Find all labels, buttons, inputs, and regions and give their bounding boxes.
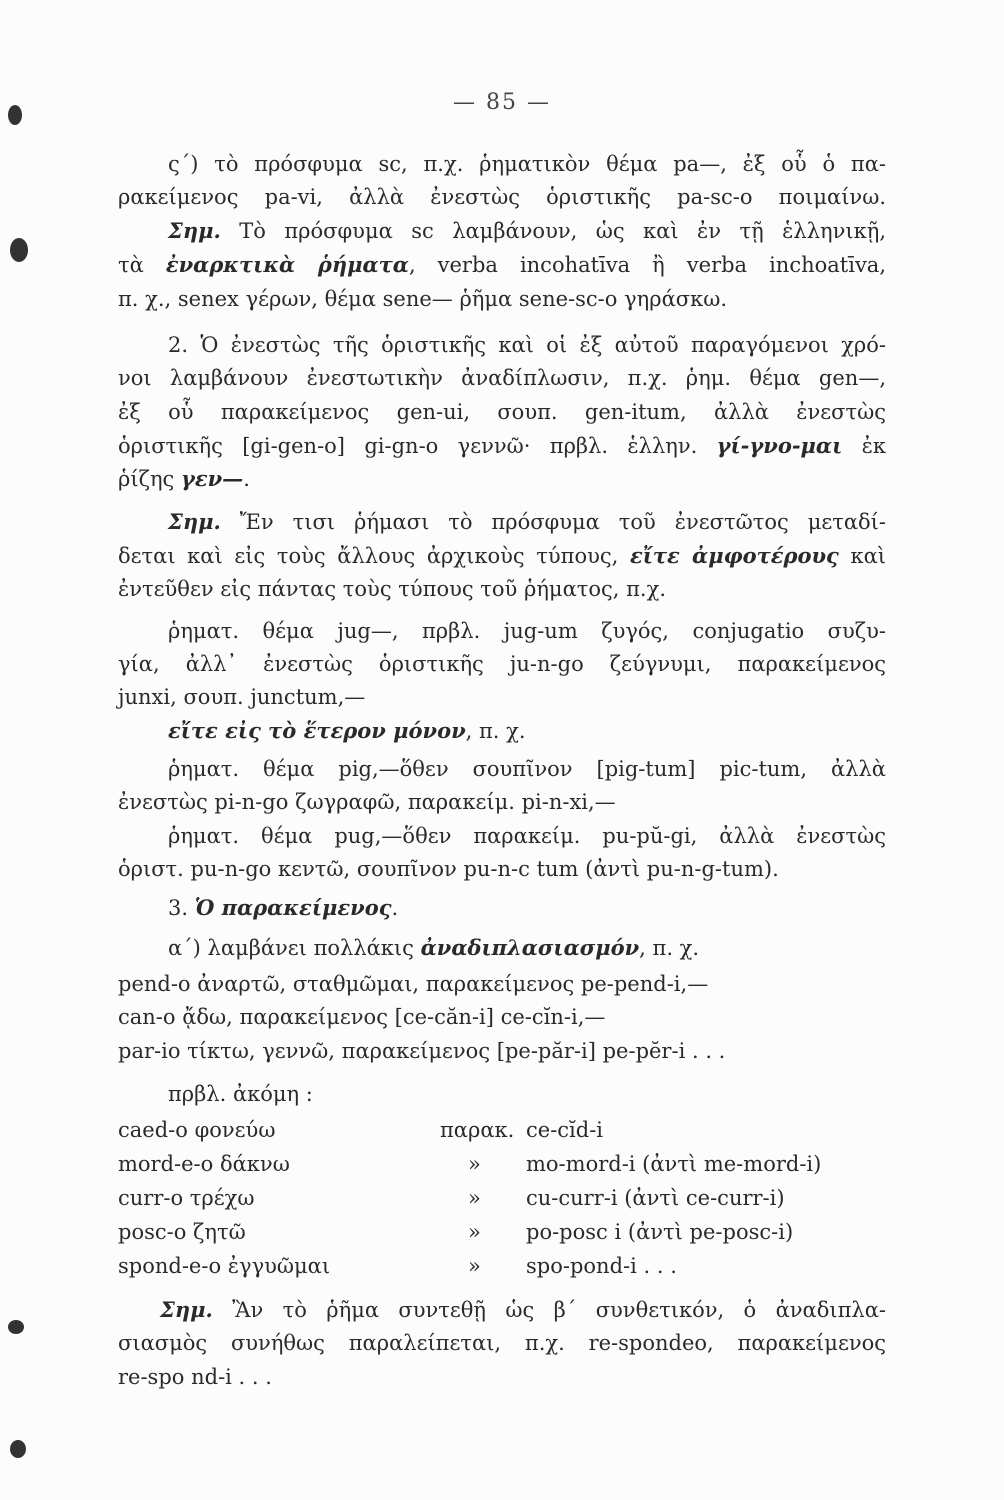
note-heading: Σημ.: [168, 218, 221, 243]
text-line: εἴτε εἰς τὸ ἕτερον μόνον, π. χ.: [168, 718, 526, 743]
text-line: τὰ ἐναρκτικὰ ῥήματα, verba incohatīva ἢ verba inchoatīva,: [118, 252, 886, 277]
text-line: ῥηματ. θέμα pug,—ὅθεν παρακείμ. pu-pŭ-gi, ἀλλὰ ἐνεστὼς: [168, 824, 886, 848]
text-line: Σημ. Ἂν τὸ ῥῆμα συντεθῇ ὡς β΄ συνθετικόν, ὁ ἀναδιπλα-: [160, 1297, 886, 1322]
text-line: par-io τίκτω, γεννῶ, παρακείμενος [pe-păr-i] pe-pĕr-i . . .: [118, 1039, 726, 1063]
table-cell: po-posc i (ἀντὶ pe-posc-i): [526, 1220, 794, 1244]
text-line: pend-o ἀναρτῶ, σταθμῶμαι, παρακείμενος pe-pend-i,—: [118, 972, 709, 996]
table-cell: spo-pond-i . . .: [526, 1254, 677, 1278]
table-cell: cu-curr-i (ἀντὶ ce-curr-i): [526, 1186, 785, 1210]
text-line: ὁριστ. pu-n-go κεντῶ, σουπῖνον pu-n-c tum (ἀντὶ pu-n-g-tum).: [118, 857, 779, 881]
table-cell: caed-o φονεύω: [118, 1118, 276, 1142]
text-line: σιασμὸς συνήθως παραλείπεται, π.χ. re-spondeo, παρακείμενος: [118, 1331, 886, 1355]
table-cell: ce-cĭd-i: [526, 1118, 604, 1142]
text-line: can-o ᾄδω, παρακείμενος [ce-căn-i] ce-cĭn-i,—: [118, 1005, 606, 1029]
table-cell: posc-o ζητῶ: [118, 1220, 246, 1244]
text-line: ρακείμενος pa-vi, ἀλλὰ ἐνεστὼς ὁριστικῆς pa-sc-o ποιμαίνω.: [118, 185, 886, 209]
table-cell: mo-mord-i (ἀντὶ me-mord-i): [526, 1152, 822, 1176]
table-cell: »: [468, 1220, 481, 1244]
page-number: — 85 —: [453, 90, 551, 115]
text-line: ἐντεῦθεν εἰς πάντας τοὺς τύπους τοῦ ῥήματος, π.χ.: [118, 577, 666, 601]
text-line: 2. Ὁ ἐνεστὼς τῆς ὁριστικῆς καὶ οἱ ἐξ αὐτοῦ παραγόμενοι χρό-: [168, 333, 886, 357]
text-line: ὁριστικῆς [gi-gen-o] gi-gn-o γεννῶ· πρβλ. ἑλλην. γί-γνο-μαι ἐκ: [118, 433, 886, 458]
binding-hole-mark: [10, 238, 28, 262]
table-cell: »: [468, 1254, 481, 1278]
text-line: re-spo nd-i . . .: [118, 1365, 272, 1389]
text-line: α΄) λαμβάνει πολλάκις ἀναδιπλασιασμόν, π. χ.: [168, 935, 700, 960]
table-cell: »: [468, 1152, 481, 1176]
binding-hole-mark: [10, 1440, 26, 1458]
text-line: γία, ἀλλ᾽ ἐνεστὼς ὁριστικῆς ju-n-go ζεύγνυμι, παρακείμενος: [118, 652, 886, 676]
text-line: Σημ. Τὸ πρόσφυμα sc λαμβάνουν, ὡς καὶ ἐν τῇ ἑλληνικῇ,: [168, 218, 886, 243]
binding-hole-mark: [8, 1320, 24, 1334]
text-line: νοι λαμβάνουν ἐνεστωτικὴν ἀναδίπλωσιν, π.χ. ῥημ. θέμα gen—,: [118, 366, 886, 390]
table-cell: »: [468, 1186, 481, 1210]
section-heading: 3. Ὁ παρακείμενος.: [168, 895, 399, 920]
text-line: ῥίζης γεν—.: [118, 466, 250, 491]
text-line: ῥηματ. θέμα pig,—ὅθεν σουπῖνον [pig-tum] pic-tum, ἀλλὰ: [168, 757, 886, 781]
table-cell: mord-e-o δάκνω: [118, 1152, 290, 1176]
text-line: ῥηματ. θέμα jug—, πρβλ. jug-um ζυγός, conjugatio συζυ-: [168, 619, 886, 643]
text-line: Σημ. Ἔν τισι ῥήμασι τὸ πρόσφυμα τοῦ ἐνεστῶτος μεταδί-: [168, 509, 886, 534]
table-cell: παρακ.: [440, 1118, 515, 1142]
text-line: ἐξ οὗ παρακείμενος gen-ui, σουπ. gen-itum, ἀλλὰ ἐνεστὼς: [118, 400, 886, 424]
note-heading: Σημ.: [160, 1297, 213, 1322]
text-line: junxi, σουπ. junctum,—: [118, 685, 366, 709]
text-line: π. χ., senex γέρων, θέμα sene— ῥῆμα sene-sc-o γηράσκω.: [118, 287, 728, 311]
text-line: πρβλ. ἀκόμη :: [168, 1082, 313, 1106]
table-cell: spond-e-o ἐγγυῶμαι: [118, 1254, 331, 1278]
text-line: ἐνεστὼς pi-n-go ζωγραφῶ, παρακείμ. pi-n-xi,—: [118, 790, 616, 814]
text-line: δεται καὶ εἰς τοὺς ἄλλους ἀρχικοὺς τύπους, εἴτε ἀμφοτέρους καὶ: [118, 543, 886, 568]
text-line: ς΄) τὸ πρόσφυμα sc, π.χ. ῥηματικὸν θέμα pa—, ἐξ οὗ ὁ πα-: [168, 152, 886, 176]
note-heading: Σημ.: [168, 509, 221, 534]
table-cell: curr-o τρέχω: [118, 1186, 255, 1210]
